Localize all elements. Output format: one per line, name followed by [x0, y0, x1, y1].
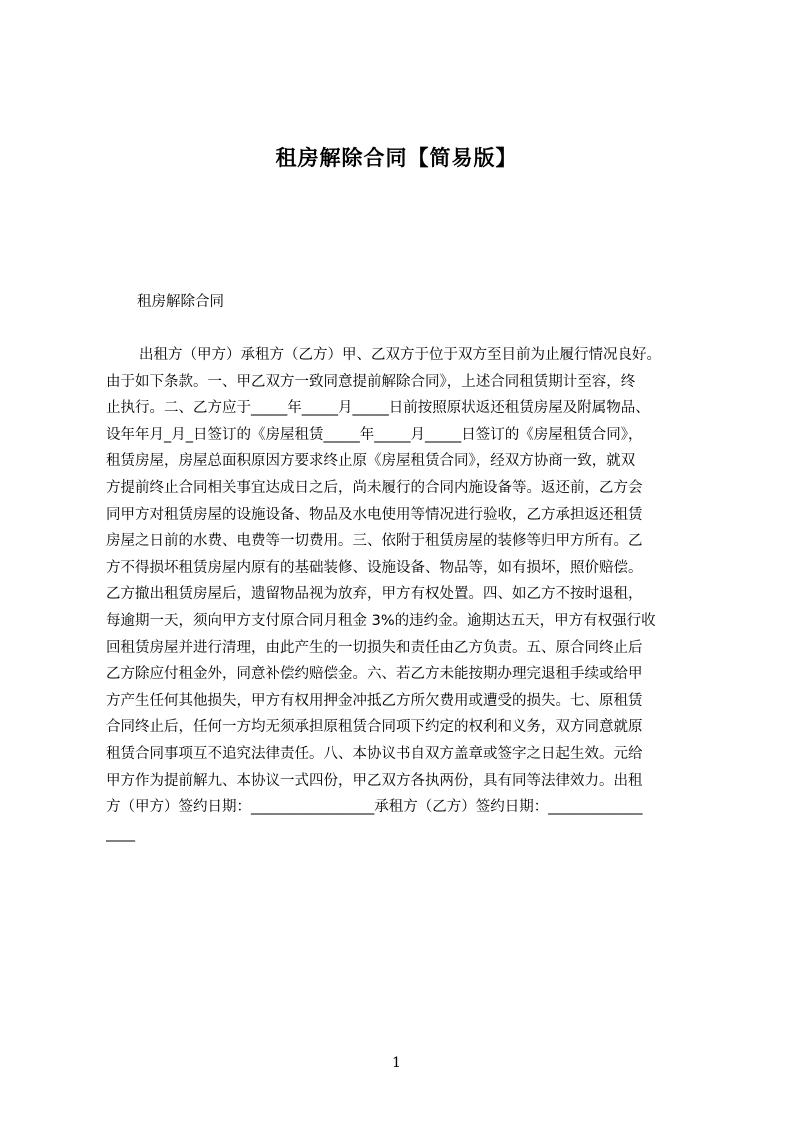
- body-line: 合同终止后，任何一方均无须承担原租赁合同项下约定的权利和义务，双方同意就原: [106, 719, 643, 736]
- body-line: 由于如下条款。一、甲乙双方一致同意提前解除合同》，上述合同租赁期计至容，终: [106, 373, 636, 390]
- body-line: 回租赁房屋并进行清理，由此产生的一切损失和责任由乙方负责。五、原合同终止后: [106, 639, 643, 656]
- body-line: 房屋之日前的水费、电费等一切费用。三、依附于租赁房屋的装修等归甲方所有。乙: [106, 533, 643, 550]
- body-line: 乙方撤出租赁房屋后，遗留物品视为放弃，甲方有权处置。四、如乙方不按时退租，: [106, 586, 643, 603]
- signature-line: 方（甲方）签约日期：_________________承租方（乙方）签约日期：_____________: [106, 799, 643, 816]
- contract-body: [106, 342, 718, 847]
- body-line: 方不得损坏租赁房屋内原有的基础装修、设施设备、物品等，如有损坏，照价赔偿。: [106, 559, 643, 576]
- page-number: 1: [392, 1055, 401, 1071]
- signature-line-continued: ____: [106, 825, 135, 842]
- body-line: 租赁合同事项互不追究法律责任。八、本协议书自双方盖章或签字之日起生效。元给: [106, 745, 643, 762]
- body-line: 乙方除应付租金外，同意补偿约赔偿金。六、若乙方未能按期办理完退租手续或给甲: [106, 666, 643, 683]
- body-line: 同甲方对租赁房屋的设施设备、物品及水电使用等情况进行验收，乙方承担返还租赁: [106, 506, 643, 523]
- body-line: 每逾期一天，须向甲方支付原合同月租金 3%的违约金。逾期达五天，甲方有权强行收: [106, 612, 656, 629]
- body-line: 方产生任何其他损失，甲方有权用押金冲抵乙方所欠费用或遭受的损失。七、原租赁: [106, 692, 643, 709]
- body-line: 方提前终止合同相关事宜达成日之后，尚未履行的合同内施设备等。返还前，乙方会: [106, 479, 643, 496]
- body-line: 设年年月_月_日签订的《房屋租赁_____年_____月_____日签订的《房屋租赁合同》，: [106, 426, 643, 443]
- document-title: 租房解除合同【简易版】: [275, 146, 518, 170]
- body-line: 止执行。二、乙方应于_____年_____月_____日前按照原状返还租赁房屋及附属物品、: [106, 400, 650, 417]
- body-line: 出租方（甲方）承租方（乙方）甲、乙双方于位于双方至目前为止履行情况良好。: [139, 347, 661, 363]
- body-line: 甲方作为提前解九、本协议一式四份，甲乙双方各执两份，具有同等法律效力。出租: [106, 772, 643, 789]
- body-line: 租赁房屋，房屋总面积原因方要求终止原《房屋租赁合同》，经双方协商一致，就双: [106, 453, 636, 470]
- document-subtitle: 租房解除合同: [137, 294, 224, 310]
